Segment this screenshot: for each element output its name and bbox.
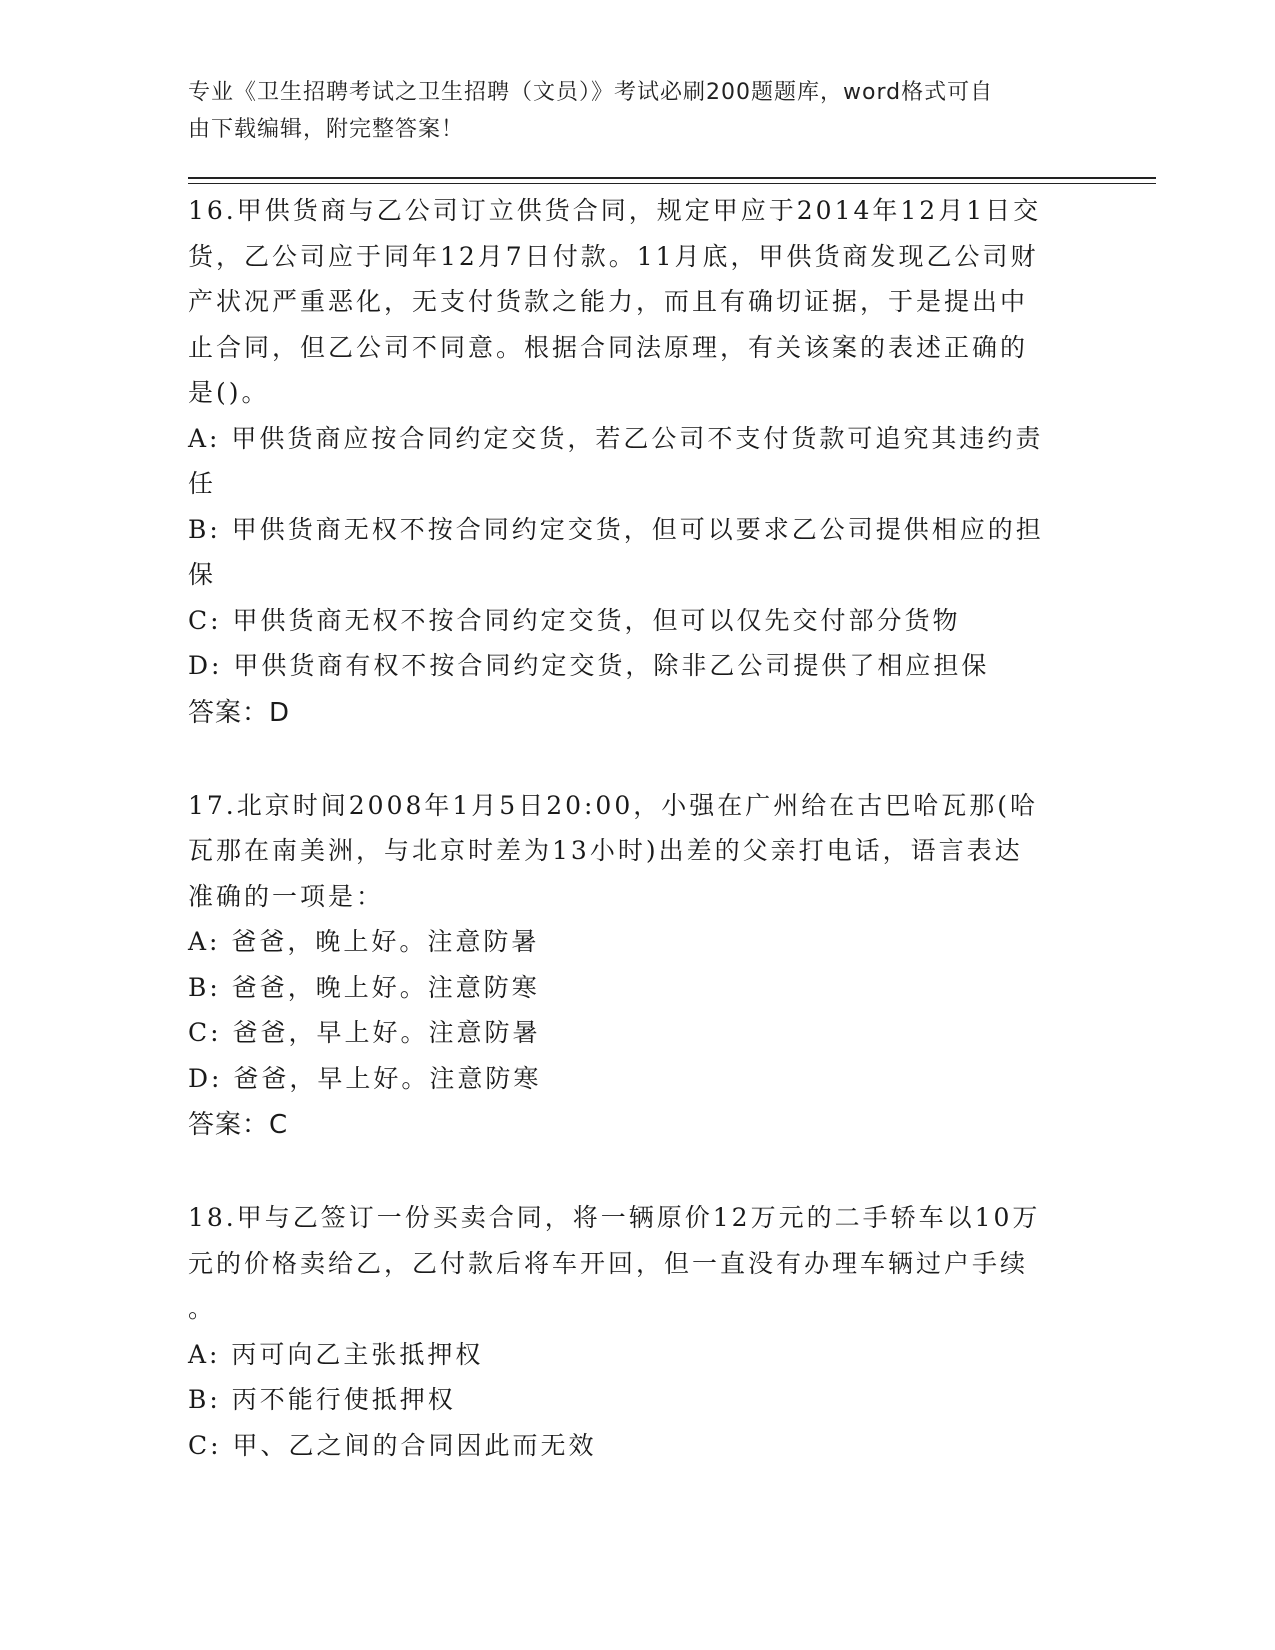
header-divider-thin [188, 183, 1156, 184]
document-header [188, 74, 1088, 148]
question-stem-line: 18.甲与乙签订一份买卖合同，将一辆原价12万元的二手轿车以10万 [188, 1203, 1041, 1232]
option-a-line: A: 甲供货商应按合同约定交货，若乙公司不支付货款可追究其违约责 [188, 423, 1044, 453]
question-stem-line: 。 [188, 1294, 217, 1323]
option-a-line: 任 [188, 469, 217, 498]
question-stem-line: 止合同，但乙公司不同意。根据合同法原理，有关该案的表述正确的 [188, 332, 1029, 362]
questions-content [188, 188, 1088, 1468]
option-d-line: D: 爸爸，早上好。注意防寒 [188, 1063, 542, 1093]
question-stem-line: 元的价格卖给乙，乙付款后将车开回，但一直没有办理车辆过户手续 [188, 1248, 1029, 1278]
option-c-line: C: 甲供货商无权不按合同约定交货，但可以仅先交付部分货物 [188, 605, 961, 635]
option-b-line: B: 爸爸，晚上好。注意防寒 [188, 972, 540, 1002]
question-16 [188, 188, 1088, 737]
option-a-line: A: 爸爸，晚上好。注意防暑 [188, 927, 540, 956]
question-stem-line: 16.甲供货商与乙公司订立供货合同，规定甲应于2014年12月1日交 [188, 196, 1042, 225]
question-stem-line: 瓦那在南美洲，与北京时差为13小时)出差的父亲打电话，语言表达 [188, 836, 1023, 865]
option-b-line: 保 [188, 560, 217, 589]
question-spacer [188, 1149, 1088, 1195]
question-18 [188, 1195, 1088, 1468]
option-d-line: D: 甲供货商有权不按合同约定交货，除非乙公司提供了相应担保 [188, 651, 990, 680]
question-spacer [188, 737, 1088, 783]
option-b-line: B: 丙不能行使抵押权 [188, 1385, 456, 1414]
answer-label: 答案：D [188, 697, 291, 728]
option-c-line: C: 爸爸，早上好。注意防暑 [188, 1018, 541, 1047]
option-c-line: C: 甲、乙之间的合同因此而无效 [188, 1430, 597, 1460]
question-17 [188, 783, 1088, 1150]
question-stem-line: 产状况严重恶化，无支付货款之能力，而且有确切证据，于是提出中 [188, 287, 1029, 316]
header-divider-thick [188, 177, 1156, 179]
question-stem-line: 准确的一项是： [188, 881, 385, 911]
option-a-line: A: 丙可向乙主张抵押权 [188, 1339, 484, 1369]
header-line-1: 专业《卫生招聘考试之卫生招聘（文员）》考试必刷200题题库，word格式可自 [188, 80, 994, 105]
question-stem-line: 是()。 [188, 378, 270, 407]
option-b-line: B: 甲供货商无权不按合同约定交货，但可以要求乙公司提供相应的担 [188, 514, 1044, 544]
answer-label: 答案：C [188, 1110, 289, 1140]
header-line-2: 由下载编辑，附完整答案！ [188, 117, 465, 142]
question-stem-line: 17.北京时间2008年1月5日20:00，小强在广州给在古巴哈瓦那(哈 [188, 790, 1038, 820]
question-stem-line: 货，乙公司应于同年12月7日付款。11月底，甲供货商发现乙公司财 [188, 241, 1039, 271]
